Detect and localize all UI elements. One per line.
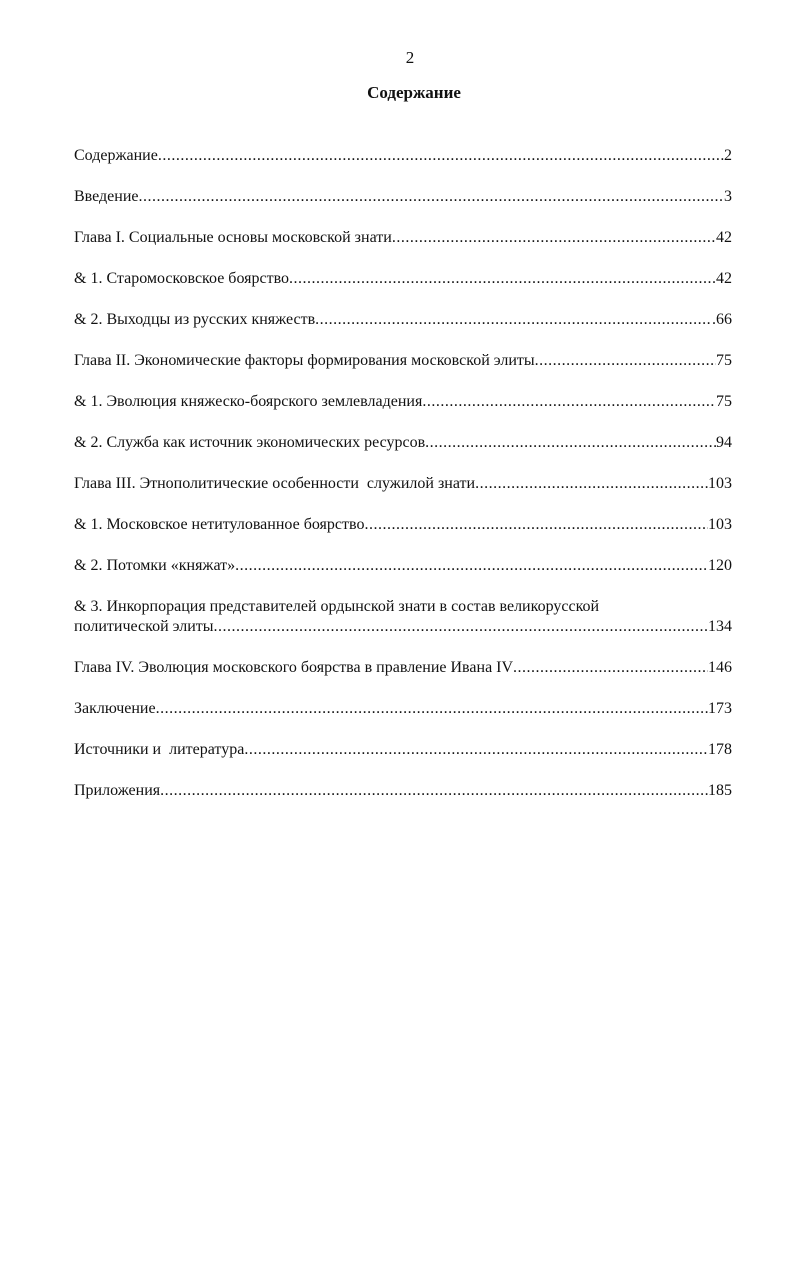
toc-leader-dots <box>475 474 708 494</box>
toc-entry-page: 94 <box>716 434 732 451</box>
toc-leader-dots <box>364 515 708 535</box>
toc-leader-dots <box>158 146 724 166</box>
toc-entry[interactable] <box>74 146 732 166</box>
toc-entry-title: & 1. Эволюция княжеско-боярского землевладения <box>74 393 423 410</box>
toc-entry[interactable] <box>74 740 732 760</box>
toc-entry-page: 185 <box>708 782 732 799</box>
toc-leader-dots <box>425 433 716 453</box>
toc-entry-page: 178 <box>708 741 732 758</box>
toc-entry[interactable] <box>74 228 732 248</box>
toc-leader-dots <box>214 617 709 637</box>
toc-entry-title: Источники и литература <box>74 741 245 758</box>
toc-leader-dots <box>235 556 708 576</box>
toc-entry-page: 3 <box>724 188 732 205</box>
toc-leader-dots <box>244 740 708 760</box>
toc-entry[interactable] <box>74 597 732 637</box>
toc-entry[interactable] <box>74 392 732 412</box>
toc-entry-page: 2 <box>724 147 732 164</box>
table-of-contents <box>74 146 732 822</box>
toc-entry-title: Глава IV. Эволюция московского боярства в правление Ивана IV <box>74 659 514 676</box>
toc-entry-page: 103 <box>708 475 732 492</box>
toc-entry-page: 134 <box>708 618 732 635</box>
toc-entry-title: & 1. Московское нетитулованное боярство <box>74 516 365 533</box>
toc-entry-title: Заключение <box>74 700 156 717</box>
toc-leader-dots <box>392 228 716 248</box>
toc-entry[interactable] <box>74 269 732 289</box>
toc-entry-title: & 2. Потомки «княжат» <box>74 557 236 574</box>
toc-entry[interactable] <box>74 658 732 678</box>
toc-entry[interactable] <box>74 187 732 207</box>
toc-entry[interactable] <box>74 515 732 535</box>
toc-entry-page: 42 <box>716 270 732 287</box>
toc-entry[interactable] <box>74 310 732 330</box>
toc-entry-title: & 1. Старомосковское боярство <box>74 270 290 287</box>
toc-entry-page: 75 <box>716 352 732 369</box>
toc-entry-title: Глава I. Социальные основы московской знати <box>74 229 392 246</box>
toc-leader-dots <box>160 781 708 801</box>
toc-entry-page: 120 <box>708 557 732 574</box>
toc-entry-title: Введение <box>74 188 139 205</box>
toc-entry[interactable] <box>74 781 732 801</box>
toc-entry-page: 75 <box>716 393 732 410</box>
toc-entry-page: 146 <box>708 659 732 676</box>
toc-entry-title: & 2. Выходцы из русских княжеств <box>74 311 316 328</box>
toc-entry-page: 42 <box>716 229 732 246</box>
toc-entry-page: 173 <box>708 700 732 717</box>
toc-entry-page: .66 <box>712 311 732 328</box>
toc-leader-dots <box>315 310 712 330</box>
toc-entry-title: Глава II. Экономические факторы формирования московской элиты <box>74 352 535 369</box>
toc-entry-title: & 2. Служба как источник экономических ресурсов <box>74 434 426 451</box>
toc-leader-dots <box>139 187 725 207</box>
toc-entry-title: Глава III. Этнополитические особенности служилой знати <box>74 475 476 492</box>
toc-entry-line2 <box>74 617 732 637</box>
toc-leader-dots <box>535 351 716 371</box>
toc-entry[interactable] <box>74 556 732 576</box>
toc-entry[interactable] <box>74 699 732 719</box>
toc-title: Содержание <box>367 83 461 102</box>
toc-entry[interactable] <box>74 474 732 494</box>
toc-entry[interactable] <box>74 351 732 371</box>
toc-leader-dots <box>156 699 708 719</box>
toc-leader-dots <box>513 658 708 678</box>
toc-entry-title: Приложения <box>74 782 161 799</box>
toc-leader-dots <box>289 269 716 289</box>
toc-entry[interactable] <box>74 433 732 453</box>
toc-entry-title: Содержание <box>74 147 158 164</box>
page-number: 2 <box>405 48 415 67</box>
toc-leader-dots <box>422 392 716 412</box>
toc-entry-title-line2: политической элиты <box>74 618 214 635</box>
toc-entry-page: 103 <box>708 516 732 533</box>
toc-entry-title-line1: & 3. Инкорпорация представителей ордынской знати в состав великорусской <box>74 598 600 615</box>
